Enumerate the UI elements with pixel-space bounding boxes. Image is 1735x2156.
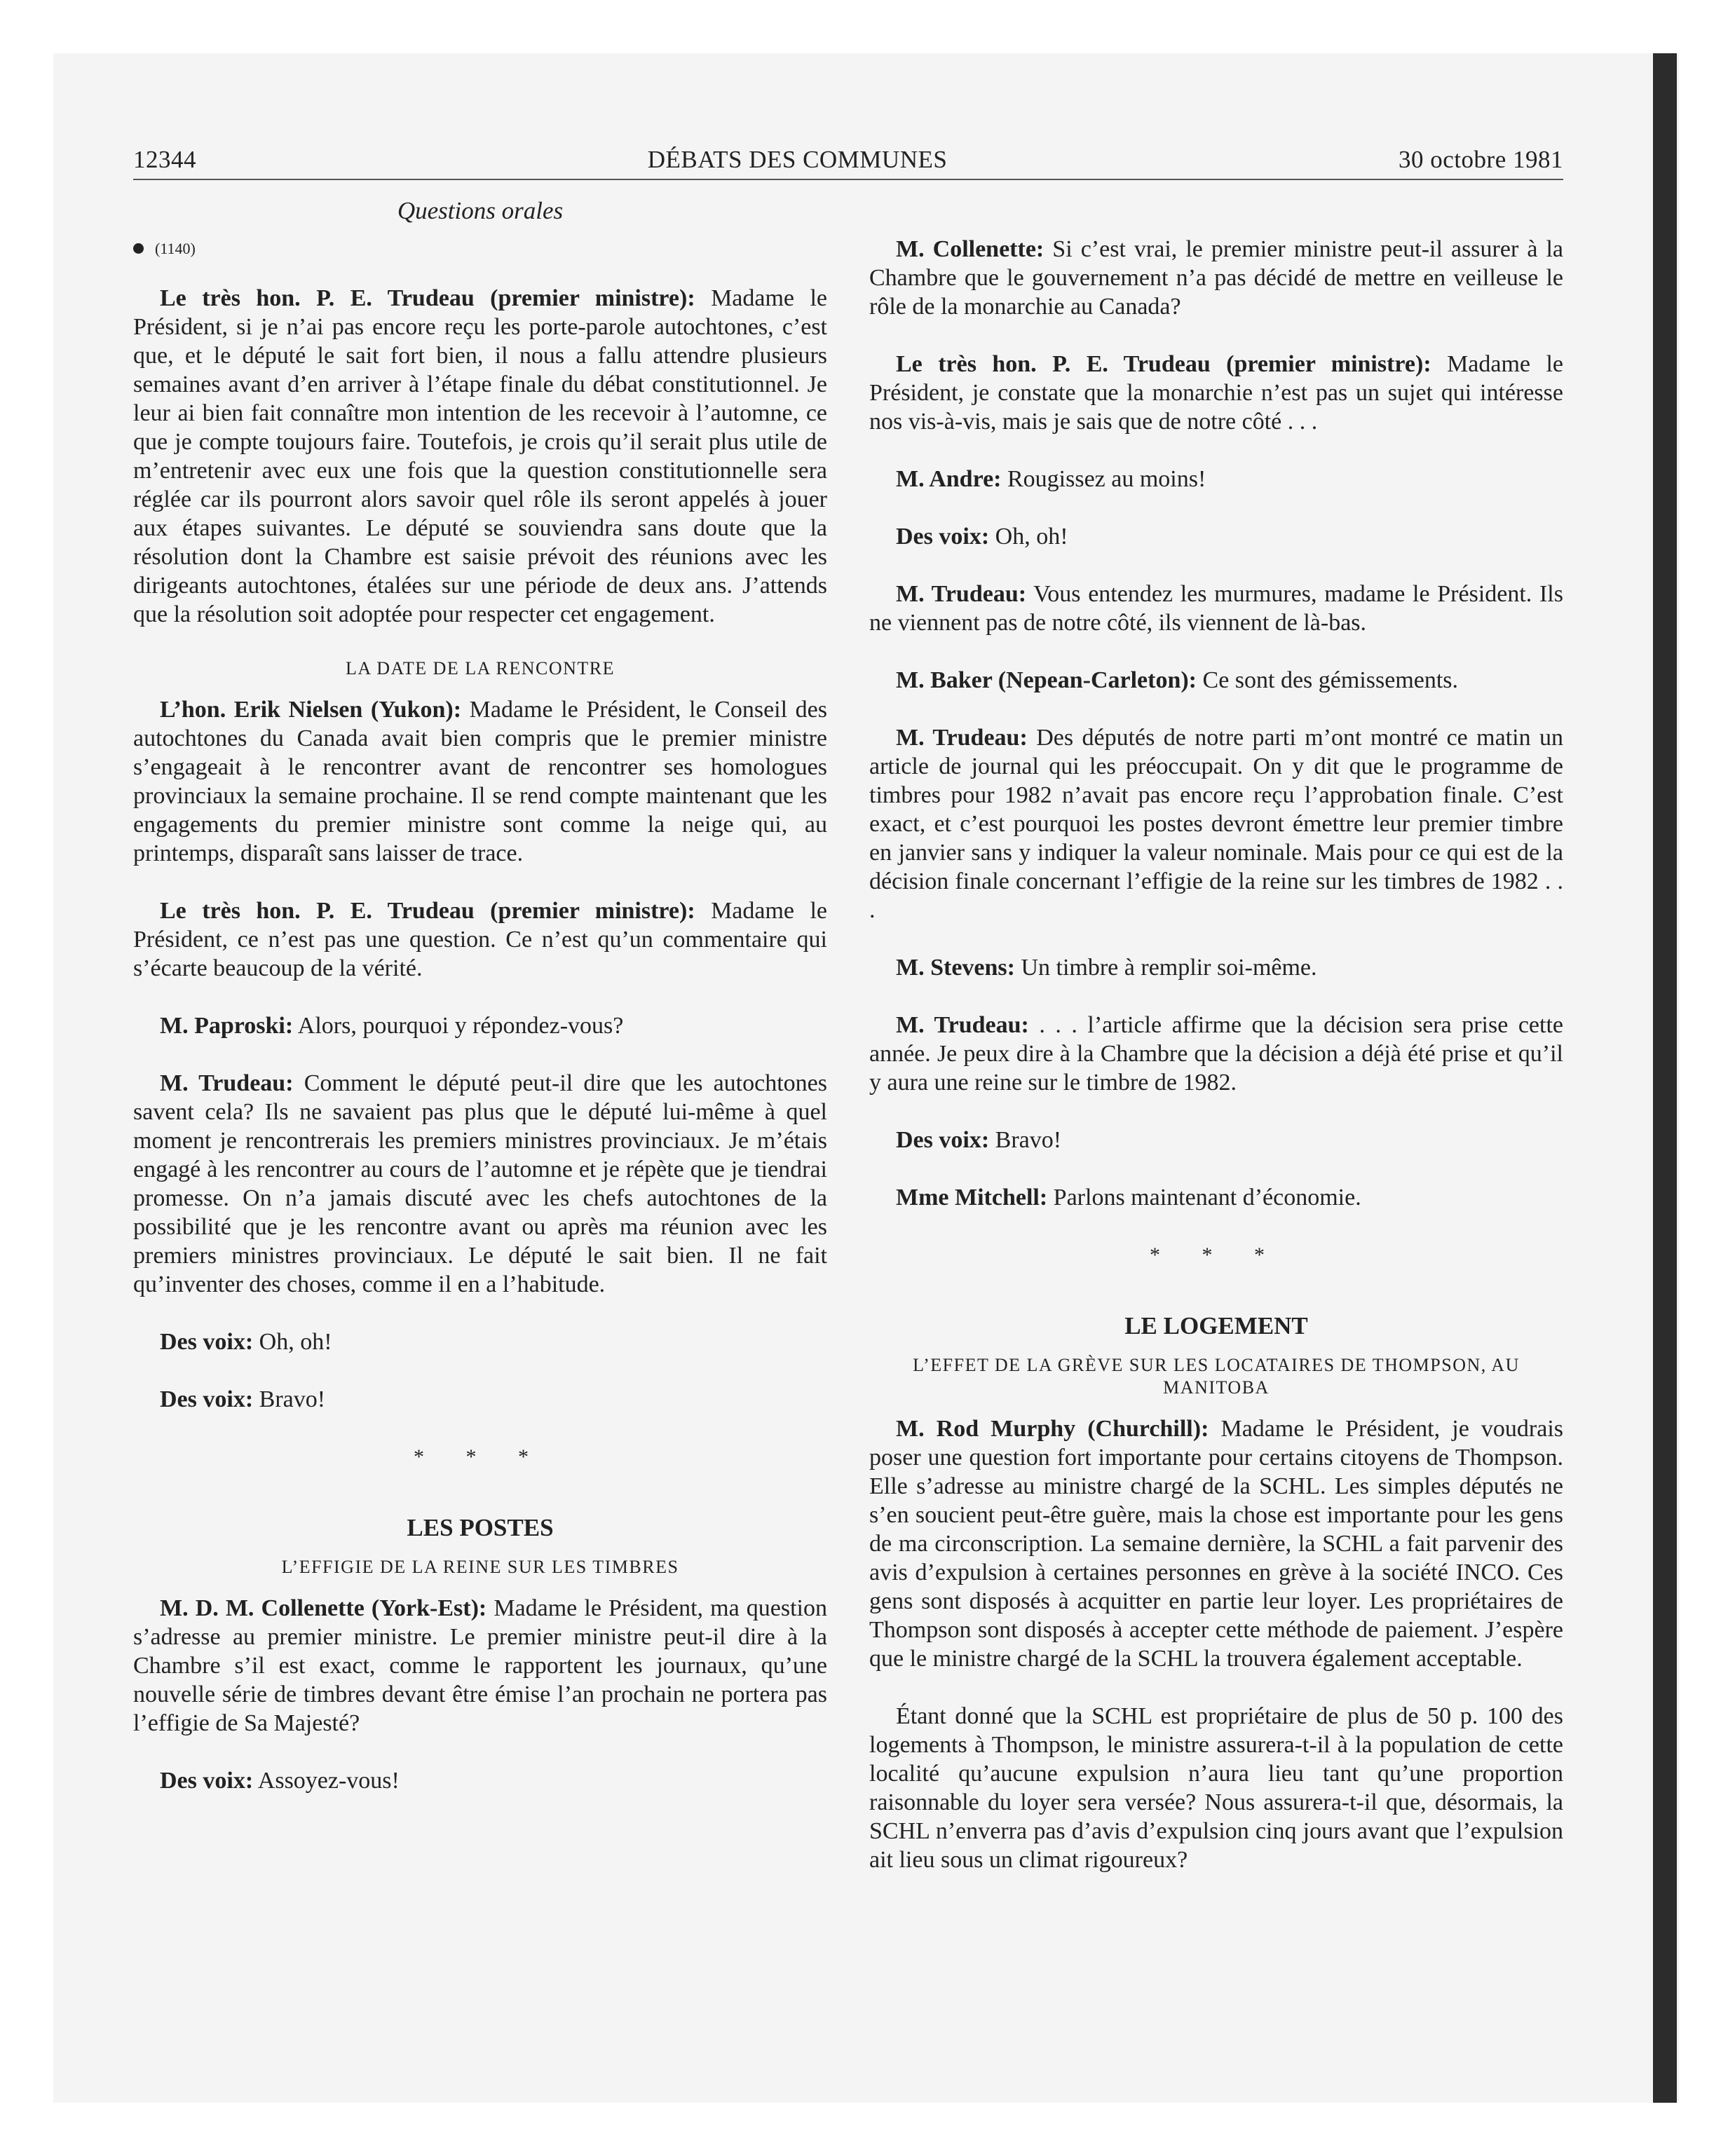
- speaker-name: Des voix:: [896, 524, 990, 550]
- speaker-name: M. Rod Murphy (Churchill):: [896, 1416, 1209, 1442]
- speech-text: Bravo!: [989, 1127, 1062, 1153]
- speech-paragraph: [869, 666, 1563, 695]
- body-paragraph: [869, 1702, 1563, 1874]
- section-separator: * * *: [414, 1445, 547, 1468]
- speech-paragraph: [133, 1069, 827, 1299]
- speech-paragraph: [133, 1766, 827, 1795]
- speech-text: Vous entendez les murmures, madame le Président. Ils ne viennent pas de notre côté, ils viennent de là-bas.: [869, 581, 1563, 636]
- speaker-name: Des voix:: [160, 1386, 254, 1412]
- time-marker-label: (1140): [155, 239, 196, 257]
- speech-paragraph: [133, 1385, 827, 1414]
- speech-paragraph: [869, 235, 1563, 321]
- speech-paragraph: [133, 1011, 827, 1040]
- left-column: [133, 196, 827, 1824]
- speech-text: Comment le député peut-il dire que les autochtones savent cela? Ils ne savaient pas plus que le député lui-même à quel moment je rencontrerais les premiers ministres provinciaux. Je m’étais engagé à les rencontrer au cours de l’automne et je répète que je tiendrai promesse. On n’a jamais discuté avec les chefs autochtones de la possibilité que je les rencontre avant ou après ma réunion avec les premiers ministres provinciaux. Le député le sait bien. Il ne fait qu’inventer des choses, comme il en a l’habitude.: [133, 1070, 827, 1297]
- speaker-name: Des voix:: [160, 1329, 254, 1355]
- page-header: [133, 146, 1563, 174]
- speech-paragraph: [869, 350, 1563, 436]
- speech-paragraph: [133, 695, 827, 868]
- speech-text: Assoyez-vous!: [253, 1768, 400, 1794]
- speech-paragraph: [133, 1594, 827, 1738]
- speech-paragraph: [133, 284, 827, 629]
- speaker-name: M. Stevens:: [896, 955, 1015, 981]
- speaker-name: M. D. M. Collenette (York-Est):: [160, 1595, 487, 1621]
- time-marker: [133, 238, 827, 259]
- subheading: L’EFFIGIE DE LA REINE SUR LES TIMBRES: [281, 1557, 679, 1577]
- speech-text: Parlons maintenant d’économie.: [1047, 1185, 1361, 1210]
- speech-paragraph: [133, 896, 827, 983]
- speaker-name: Mme Mitchell:: [896, 1185, 1048, 1210]
- speech-text: Des députés de notre parti m’ont montré ce matin un article de journal qui les préoccupait. On y dit que le programme de timbres pour 1982 n’avait pas encore reçu l’approbation finale. C’est exact, et c’est pourquoi les postes devront émettre leur premier timbre en janvier sans y indiquer la valeur nominale. Mais pour ce qui est de la décision finale concernant l’effigie de la reine sur les timbres de 1982 . . .: [869, 725, 1563, 923]
- scan-edge-shadow: [1653, 53, 1677, 2103]
- speech-paragraph: [869, 723, 1563, 925]
- issue-date: 30 octobre 1981: [1399, 146, 1563, 173]
- right-column: [869, 235, 1563, 1903]
- speech-text: Rougissez au moins!: [1001, 466, 1206, 492]
- speaker-name: Le très hon. P. E. Trudeau (premier ministre):: [896, 351, 1431, 377]
- speaker-name: M. Paproski:: [160, 1013, 294, 1039]
- speaker-name: Des voix:: [896, 1127, 990, 1153]
- speech-text: Madame le Président, si je n’ai pas encore reçu les porte-parole autochtones, c’est que, et le député le sait fort bien, il nous a fallu attendre plusieurs semaines avant d’en arriver à l’étape finale du débat constitutionnel. Je leur ai bien fait connaître mon intention de les recevoir à l’automne, ce que je compte toujours faire. Toutefois, je crois qu’il serait plus utile de m’entretenir avec eux une fois que la question constitutionnelle sera réglée car ils pourront alors savoir quel rôle ils seront appelés à jouer aux étapes suivantes. Le député se souviendra sans doute que la résolution dont la Chambre est saisie prévoit des réunions avec les dirigeants autochtones, étalées sur une période de deux ans. J’attends que la résolution soit adoptée pour respecter cet engagement.: [133, 285, 827, 627]
- bullet-icon: [133, 243, 144, 254]
- speech-paragraph: [869, 465, 1563, 493]
- speech-text: . . . l’article affirme que la décision sera prise cette année. Je peux dire à la Chambre que la décision a déjà été prise et qu’il y aura une reine sur le timbre de 1982.: [869, 1012, 1563, 1096]
- speech-text: Ce sont des gémissements.: [1197, 667, 1459, 693]
- section-title: LE LOGEMENT: [1124, 1312, 1308, 1339]
- speech-text: Madame le Président, ce n’est pas une question. Ce n’est qu’un commentaire qui s’écarte beaucoup de la vérité.: [133, 898, 827, 981]
- speech-paragraph: [869, 522, 1563, 551]
- speaker-name: M. Trudeau:: [896, 1012, 1029, 1038]
- speaker-name: M. Baker (Nepean-Carleton):: [896, 667, 1197, 693]
- subheading: L’EFFET DE LA GRÈVE SUR LES LOCATAIRES DE THOMPSON, AU MANITOBA: [913, 1355, 1520, 1398]
- speaker-name: M. Trudeau:: [160, 1070, 294, 1096]
- speech-paragraph: [869, 1414, 1563, 1673]
- speech-paragraph: [869, 1011, 1563, 1097]
- speech-paragraph: [133, 1328, 827, 1356]
- subheading: LA DATE DE LA RENCONTRE: [345, 658, 615, 678]
- speech-text: Un timbre à remplir soi-même.: [1014, 955, 1317, 981]
- speaker-name: Le très hon. P. E. Trudeau (premier ministre):: [160, 285, 695, 311]
- header-rule: [133, 179, 1563, 180]
- section-separator: * * *: [1150, 1243, 1283, 1267]
- speaker-name: Des voix:: [160, 1768, 254, 1794]
- publication-title: DÉBATS DES COMMUNES: [647, 146, 948, 173]
- speaker-name: M. Andre:: [896, 466, 1002, 492]
- speech-text: Étant donné que la SCHL est propriétaire de plus de 50 p. 100 des logements à Thompson, le ministre assurera-t-il à la population de cette localité qu’aucune expulsion n’aura lieu tant qu’une proportion raisonnable du loyer sera versée? Nous assurera-t-il que, désormais, la SCHL n’enverra pas d’avis d’expulsion cinq jours avant que l’expulsion ait lieu sous un climat rigoureux?: [869, 1703, 1563, 1873]
- section-title: LES POSTES: [407, 1514, 554, 1541]
- rubric: Questions orales: [397, 197, 564, 224]
- page-number: 12344: [133, 146, 196, 173]
- speech-text: Madame le Président, je constate que la monarchie n’est pas un sujet qui intéresse nos vis-à-vis, mais je sais que de notre côté . . .: [869, 351, 1563, 435]
- speaker-name: M. Trudeau:: [896, 725, 1028, 751]
- speaker-name: M. Trudeau:: [896, 581, 1027, 607]
- speech-text: Madame le Président, ma question s’adresse au premier ministre. Le premier ministre peut-il dire à la Chambre s’il est exact, comme le rapportent les journaux, qu’une nouvelle série de timbres devant être émise l’an prochain ne portera pas l’effigie de Sa Majesté?: [133, 1595, 827, 1736]
- speaker-name: M. Collenette:: [896, 236, 1045, 262]
- speech-text: Oh, oh!: [989, 524, 1068, 550]
- speech-text: Oh, oh!: [253, 1329, 332, 1355]
- speech-paragraph: [869, 953, 1563, 982]
- speech-paragraph: [869, 1183, 1563, 1212]
- speech-paragraph: [869, 1126, 1563, 1154]
- speech-text: Si c’est vrai, le premier ministre peut-il assurer à la Chambre que le gouvernement n’a pas décidé de mettre en veilleuse le rôle de la monarchie au Canada?: [869, 236, 1563, 320]
- speech-text: Bravo!: [253, 1386, 326, 1412]
- speech-text: Alors, pourquoi y répondez-vous?: [293, 1013, 624, 1039]
- speech-text: Madame le Président, je voudrais poser une question fort importante pour certains citoyens de Thompson. Elle s’adresse au ministre chargé de la SCHL. Les simples députés ne s’en soucient peut-être guère, mais la chose est importante pour les gens de ma circonscription. La semaine dernière, la SCHL a fait parvenir des avis d’expulsion à certaines personnes en grève à la société INCO. Ces gens sont disposés à acquitter en partie leur loyer. Les propriétaires de Thompson sont disposés à accepter cette méthode de paiement. J’espère que le ministre chargé de la SCHL la trouvera également acceptable.: [869, 1416, 1563, 1672]
- speech-paragraph: [869, 580, 1563, 637]
- speech-text: Madame le Président, le Conseil des autochtones du Canada avait bien compris que le premier ministre s’engageait à le rencontrer avant de rencontrer ses homologues provinciaux la semaine prochaine. Il se rend compte maintenant que les engagements du premier ministre sont comme la neige qui, au printemps, disparaît sans laisser de trace.: [133, 697, 828, 866]
- speaker-name: Le très hon. P. E. Trudeau (premier ministre):: [160, 898, 695, 924]
- speaker-name: L’hon. Erik Nielsen (Yukon):: [160, 697, 462, 723]
